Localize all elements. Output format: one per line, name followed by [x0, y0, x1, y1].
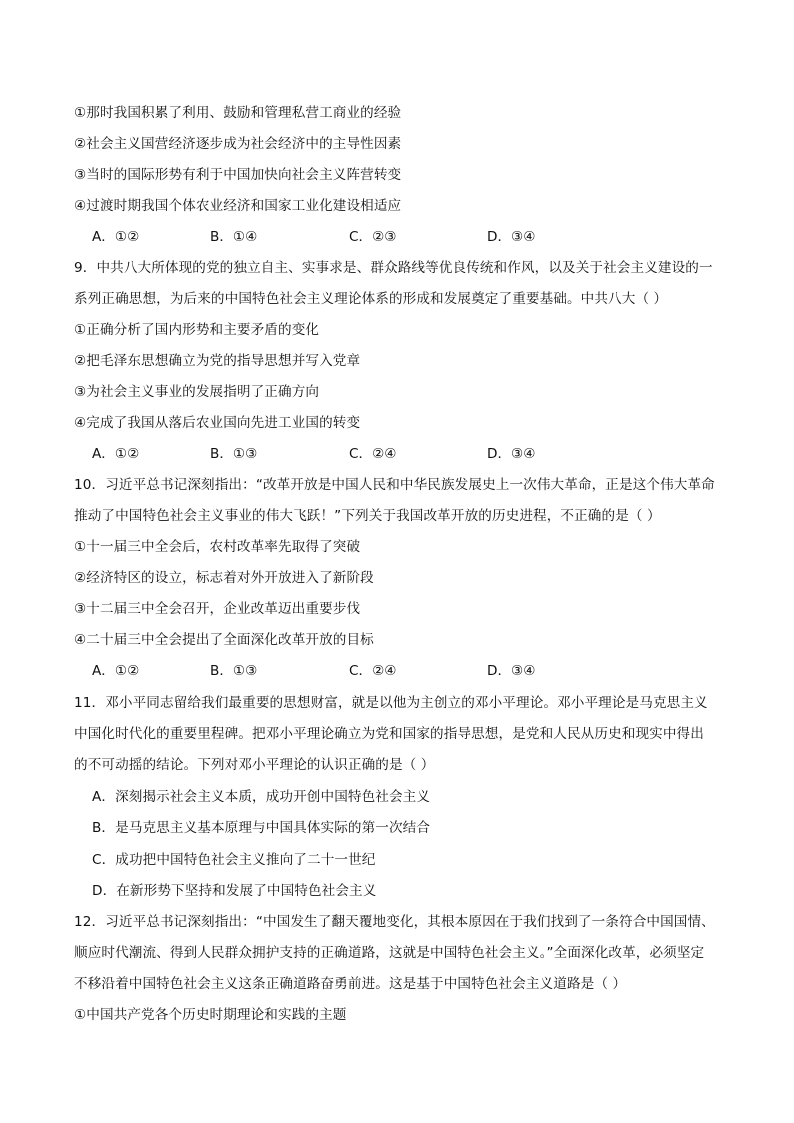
- q11-choice-b: B．是马克思主义基本原理与中国具体实际的第一次结合: [92, 820, 431, 836]
- q9-option-c: C．②④: [349, 446, 397, 462]
- q8-option-c: C．②③: [349, 229, 397, 245]
- q11-choice-c: C．成功把中国特色社会主义推向了二十一世纪: [92, 852, 376, 868]
- q8-item-2: ②社会主义国营经济逐步成为社会经济中的主导性因素: [74, 136, 402, 152]
- q10-option-d: D．③④: [487, 663, 536, 679]
- q8-item-4: ④过渡时期我国个体农业经济和国家工业化建设相适应: [74, 198, 402, 214]
- q9-option-d: D．③④: [487, 446, 536, 462]
- q12-stem-line-1: 12．习近平总书记深刻指出：“中国发生了翻天覆地变化，其根本原因在于我们找到了一条符合中国国情、: [74, 914, 715, 930]
- q10-item-2: ②经济特区的设立，标志着对外开放进入了新阶段: [74, 570, 374, 586]
- q12-item-1: ①中国共产党各个历史时期理论和实践的主题: [74, 1007, 347, 1023]
- q8-item-3: ③当时的国际形势有利于中国加快向社会主义阵营转变: [74, 167, 402, 183]
- q8-option-a: A．①②: [92, 229, 140, 245]
- q10-stem-line-1: 10．习近平总书记深刻指出：“改革开放是中国人民和中华民族发展史上一次伟大革命，正是这个伟大革命: [74, 477, 715, 493]
- q9-stem-line-1: 9．中共八大所体现的党的独立自主、实事求是、群众路线等优良传统和作风，以及关于社会主义建设的一: [74, 260, 713, 276]
- q11-stem-line-2: 中国化时代化的重要里程碑。把邓小平理论确立为党和国家的指导思想，是党和人民从历史和现实中得出: [74, 726, 704, 742]
- q8-item-1: ①那时我国积累了利用、鼓励和管理私营工商业的经验: [74, 105, 402, 121]
- q9-option-b: B．①③: [210, 446, 258, 462]
- q9-option-a: A．①②: [92, 446, 140, 462]
- q10-option-c: C．②④: [349, 663, 397, 679]
- q10-option-b: B．①③: [210, 663, 258, 679]
- q9-item-1: ①正确分析了国内形势和主要矛盾的变化: [74, 322, 320, 338]
- q10-option-a: A．①②: [92, 663, 140, 679]
- q10-stem-line-2: 推动了中国特色社会主义事业的伟大飞跃！”下列关于我国改革开放的历史进程，不正确的是（ ）: [74, 508, 661, 524]
- q9-item-4: ④完成了我国从落后农业国向先进工业国的转变: [74, 415, 361, 431]
- q11-choice-d: D．在新形势下坚持和发展了中国特色社会主义: [92, 883, 377, 899]
- q11-stem-line-1: 11．邓小平同志留给我们最重要的思想财富，就是以他为主创立的邓小平理论。邓小平理论是马克思主义: [74, 695, 708, 711]
- q8-option-b: B．①④: [210, 229, 258, 245]
- q11-choice-a: A．深刻揭示社会主义本质，成功开创中国特色社会主义: [92, 789, 431, 805]
- q10-item-4: ④二十届三中全会提出了全面深化改革开放的目标: [74, 632, 374, 648]
- q9-item-2: ②把毛泽东思想确立为党的指导思想并写入党章: [74, 353, 361, 369]
- q10-item-3: ③十二届三中全会召开，企业改革迈出重要步伐: [74, 601, 361, 617]
- q9-stem-line-2: 系列正确思想，为后来的中国特色社会主义理论体系的形成和发展奠定了重要基础。中共八大（ ）: [74, 291, 668, 307]
- q12-stem-line-2: 顺应时代潮流、得到人民群众拥护支持的正确道路，这就是中国特色社会主义。”全面深化改革，必须坚定: [74, 945, 705, 961]
- q9-item-3: ③为社会主义事业的发展指明了正确方向: [74, 384, 320, 400]
- q11-stem-line-3: 的不可动摇的结论。下列对邓小平理论的认识正确的是（ ）: [74, 757, 435, 773]
- q12-stem-line-3: 不移沿着中国特色社会主义这条正确道路奋勇前进。这是基于中国特色社会主义道路是（ ）: [74, 976, 627, 992]
- q10-item-1: ①十一届三中全会后，农村改革率先取得了突破: [74, 539, 361, 555]
- q8-option-d: D．③④: [487, 229, 536, 245]
